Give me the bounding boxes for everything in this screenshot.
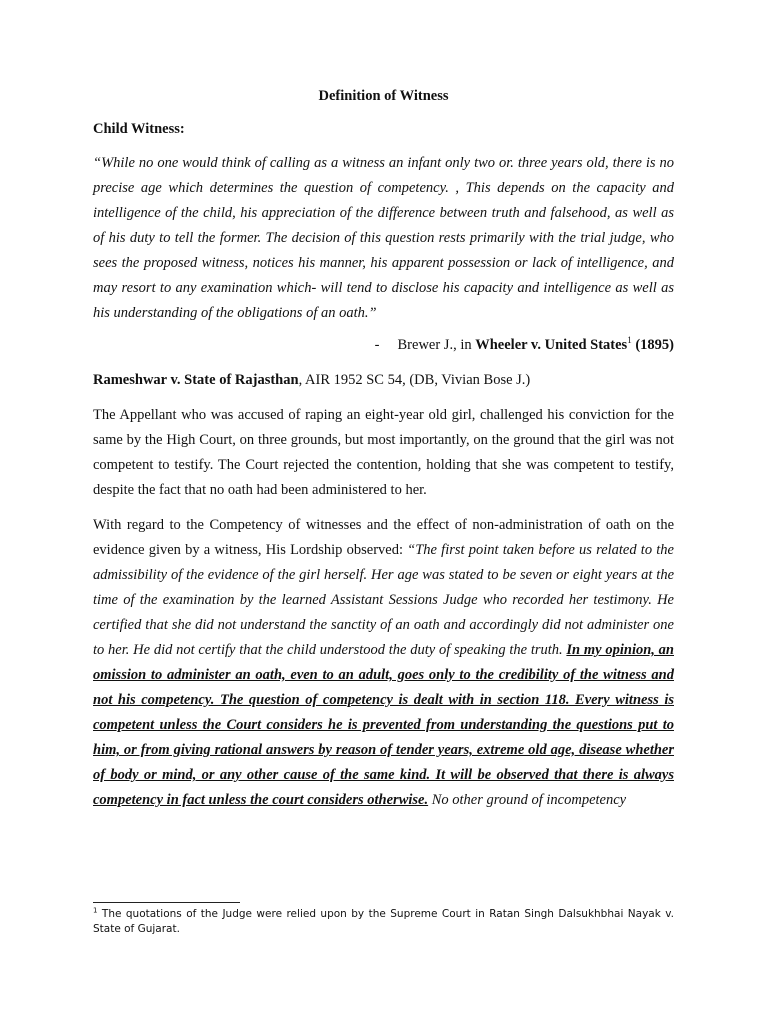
document-page — [93, 86, 674, 823]
case-citation: , AIR 1952 SC 54, (DB, Vivian Bose J.) — [298, 372, 531, 388]
attribution-year: (1895) — [631, 337, 674, 353]
footnote-text: The quotations of the Judge were relied upon by the Supreme Court in Ratan Singh Dalsukhbhai Nayak v. State of Gujarat. — [93, 908, 674, 935]
case-facts-paragraph: The Appellant who was accused of raping an eight-year old girl, challenged his conviction for the same by the High Court, on three grounds, but most importantly, on the ground that the girl was not competent to testify. The Court rejected the contention, holding that she was competent to testify, despite the fact that no oath had been administered to her. — [93, 407, 674, 498]
attribution-case-name: Wheeler v. United States — [475, 337, 628, 353]
observation-tail: No other ground of incompetency — [428, 792, 627, 808]
attribution-dash: - — [374, 337, 380, 353]
section-heading: Child Witness: — [93, 121, 185, 137]
footnote-separator — [93, 902, 240, 903]
footnote-reference[interactable]: 1 — [627, 335, 632, 346]
judicial-quote: “While no one would think of calling as a witness an infant only two or. three years old, there is no precise age which determines the question of competency. , This depends on the capacity and intelligence of the child, his appreciation of the difference between truth and falsehood, as well as of his duty to tell the former. The decision of this question rests primarily with the trial judge, who sees the proposed witness, notices his manner, his apparent possession or lack of intelligence, and may resort to any examination which- will tend to disclose his capacity and intelligence as well as his understanding of the obligations of an oath.” — [93, 155, 674, 321]
observation-paragraph — [93, 513, 674, 813]
case-name: Rameshwar v. State of Rajasthan — [93, 372, 299, 388]
observation-emphasis: In my opinion, an omission to administer an oath, even to an adult, goes only to the credibility of the witness and not his competency. The question of competency is dealt with in section 118. Every witness is competent unless the Court considers he is prevented from understanding the questions put to him, or from giving rational answers by reason of tender years, extreme old age, disease whether of body or mind, or any other cause of the same kind. It will be observed that there is always competency in fact unless the court considers otherwise. — [93, 642, 674, 808]
footnote — [93, 907, 674, 937]
footnote-marker: 1 — [93, 906, 98, 915]
observation-intro: With regard to the Competency of witnesses and the effect of non-administration of oath on the evidence given by a witness, His Lordship observed: — [93, 517, 674, 558]
attribution-prefix: Brewer J., in — [397, 337, 476, 353]
observation-quote: “The first point taken before us related to the admissibility of the evidence of the girl herself. Her age was stated to be seven or eight years at the time of the examination by the learned Assistant Sessions Judge who recorded her testimony. He certified that she did not understand the sanctity of an oath and accordingly did not administer one to her. He did not certify that the child understood the duty of speaking the truth. — [93, 542, 674, 658]
quote-attribution — [93, 335, 674, 355]
document-title: Definition of Witness — [318, 88, 449, 104]
case-heading — [93, 370, 674, 390]
